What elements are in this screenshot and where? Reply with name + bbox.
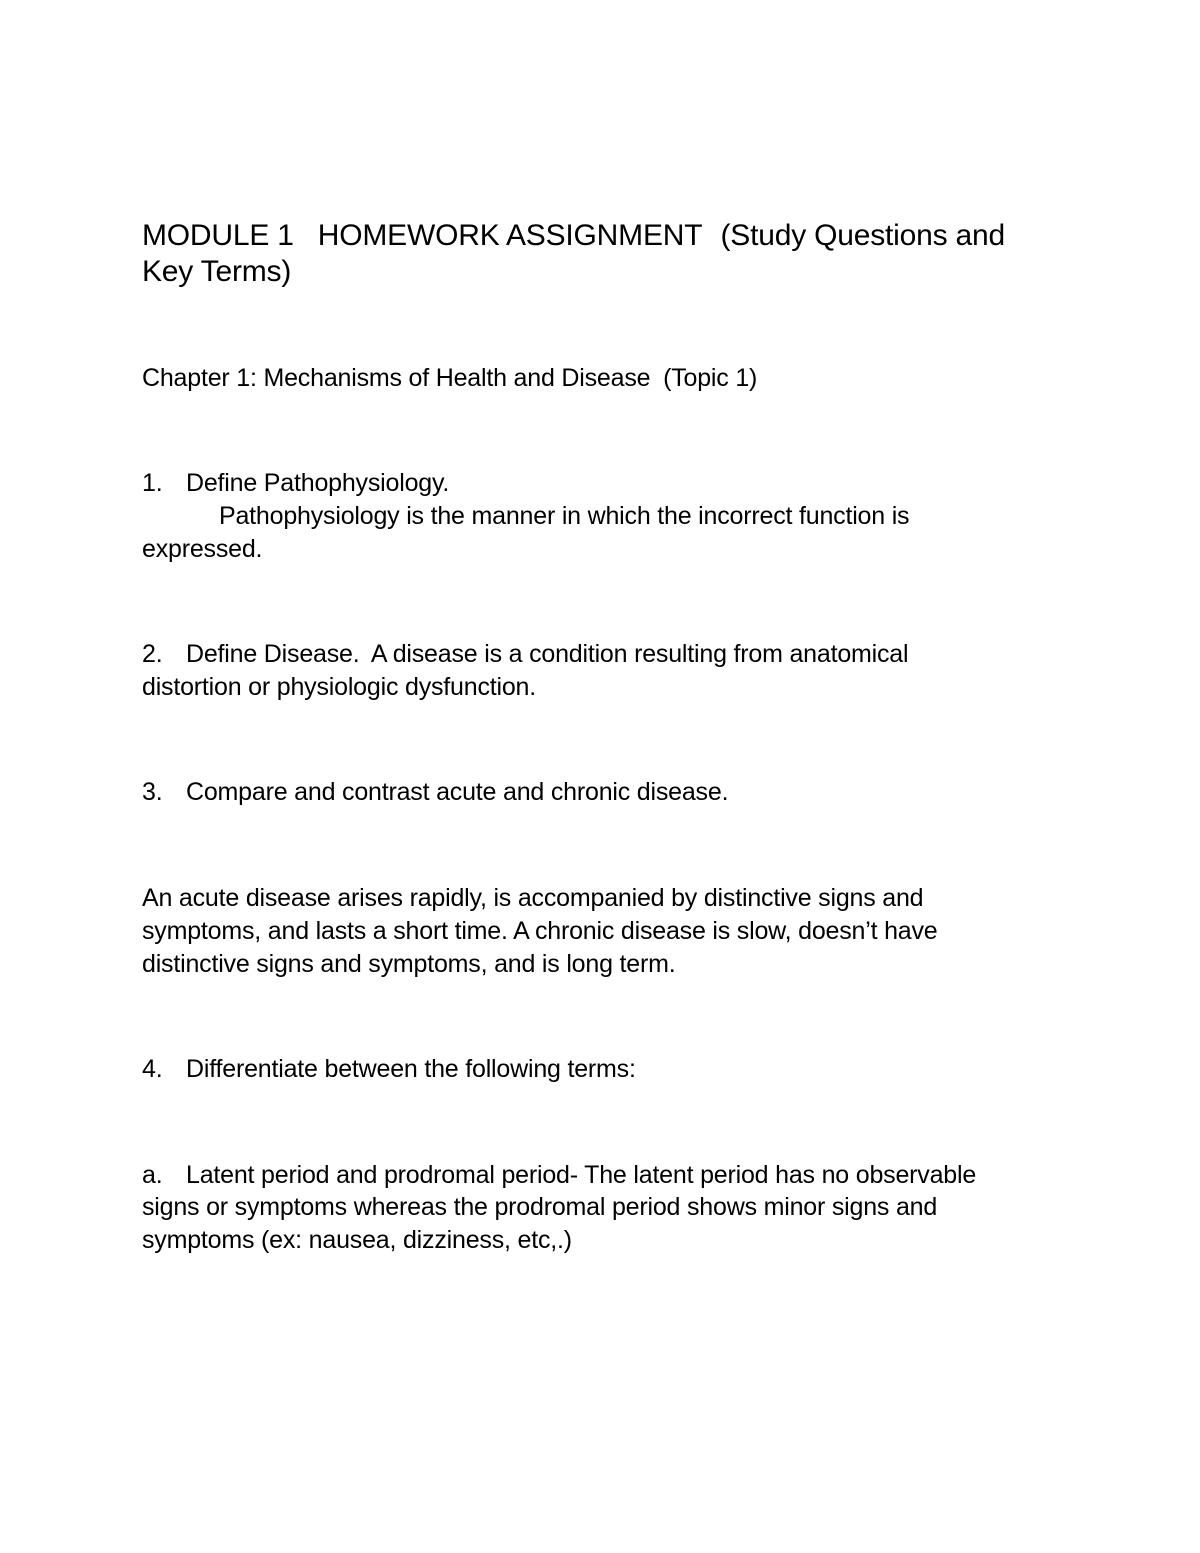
question-4a-line-2: signs or symptoms whereas the prodromal period shows minor signs and: [142, 1193, 938, 1221]
question-2-number: 2.: [142, 640, 163, 668]
question-3-answer-line-1: An acute disease arises rapidly, is accompanied by distinctive signs and: [142, 884, 924, 912]
question-1-text: Define Pathophysiology.: [186, 469, 450, 497]
question-4a-line-3: symptoms (ex: nausea, dizziness, etc,.): [142, 1226, 572, 1254]
question-1-answer-line-2: expressed.: [142, 535, 263, 563]
question-1-answer-text-1: Pathophysiology is the manner in which the incorrect function is: [219, 502, 910, 530]
title-subtitle: (Study Questions and Key Terms): [142, 219, 1005, 288]
question-1: [142, 467, 1062, 500]
chapter-text: Chapter 1: Mechanisms of Health and Disease: [142, 364, 651, 392]
chapter-heading: [142, 362, 1062, 395]
document-title: [142, 218, 1062, 290]
question-4-number: 4.: [142, 1055, 163, 1083]
question-3-number: 3.: [142, 778, 163, 806]
question-3: [142, 776, 1062, 809]
question-2-answer: A disease is a condition resulting from anatomical: [370, 640, 909, 668]
question-3-answer-line-3: distinctive signs and symptoms, and is long term.: [142, 950, 676, 978]
question-1-answer-line-1: [142, 500, 1062, 533]
question-4a-line-1: [142, 1159, 1062, 1192]
question-2: [142, 638, 1062, 671]
question-4: [142, 1053, 1062, 1086]
question-2-answer-line-2: distortion or physiologic dysfunction.: [142, 673, 536, 701]
question-4a-text-1: Latent period and prodromal period- The latent period has no observable: [186, 1161, 977, 1189]
question-2-text: Define Disease.: [186, 640, 360, 668]
question-4-text: Differentiate between the following terms:: [186, 1055, 636, 1083]
question-3-text: Compare and contrast acute and chronic disease.: [186, 778, 729, 806]
question-3-answer-line-2: symptoms, and lasts a short time. A chronic disease is slow, doesn’t have: [142, 917, 938, 945]
title-heading: HOMEWORK ASSIGNMENT: [317, 219, 703, 252]
question-4a-letter: a.: [142, 1161, 163, 1189]
chapter-topic: (Topic 1): [663, 364, 758, 392]
title-module: MODULE 1: [142, 219, 294, 252]
question-1-number: 1.: [142, 469, 163, 497]
